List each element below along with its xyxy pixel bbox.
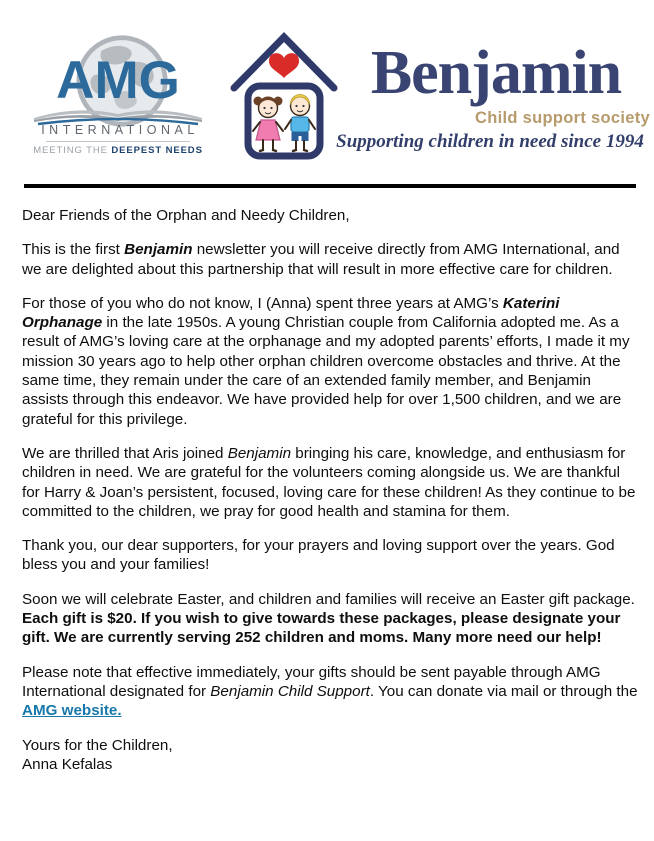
boy-figure — [285, 95, 315, 152]
text-segment: Each gift is $20. If you wish to give towards these packages, please designate your gift. We are currently serving 252 children and moms. Many more need our help! — [22, 610, 621, 647]
amg-logo-international: INTERNATIONAL — [41, 123, 199, 137]
amg-logo-rule — [46, 141, 190, 142]
letter-body — [22, 206, 638, 789]
paragraph — [22, 536, 638, 575]
amg-logo-name: AMG — [56, 51, 180, 110]
house-children-icon — [227, 28, 341, 162]
benjamin-logo — [336, 39, 652, 160]
paragraph — [22, 590, 638, 648]
text-segment: Yours for the Children, — [22, 736, 173, 754]
girl-figure — [253, 97, 283, 152]
text-segment: Soon we will celebrate Easter, and children and families will receive an Easter gift package. — [22, 590, 635, 608]
paragraph — [22, 736, 638, 775]
text-segment: Please note that effective immediately, your gifts should be sent payable through AMG International designated for — [22, 663, 601, 700]
paragraph — [22, 444, 638, 521]
text-segment: We are thrilled that Aris joined — [22, 444, 228, 462]
text-segment: in the late 1950s. A young Christian couple from California adopted me. As a result of AMG’s loving care at the orphanage and my adopted parents’ efforts, I made it my mission 30 years ago to help other orphan children overcome obstacles and thrive. At the same time, they remain under the care of an extended family member, and Benjamin assists through this endeavor. We have provided help for over 1,500 children, and we are grateful for this privilege. — [22, 314, 630, 428]
amg-logo — [32, 30, 204, 158]
paragraph — [22, 206, 638, 225]
text-segment: Dear Friends of the Orphan and Needy Children, — [22, 207, 350, 224]
text-segment: Benjamin Child Support — [210, 682, 370, 700]
text-segment: Katerini Orphanage — [22, 294, 560, 332]
header-divider — [24, 184, 636, 188]
text-segment: Benjamin — [227, 444, 292, 462]
benjamin-logo-subtitle: Child support society — [475, 109, 650, 127]
text-segment: bringing his care, knowledge, and enthusiasm for children in need. We are grateful for the volunteers coming alongside us. We are thankful for Harry & Joan’s persistent, focused, loving care for these children! As they continue to be committed to the children, we pray for good health and stamina for them. — [22, 444, 636, 520]
amg-website-link[interactable]: AMG website. — [22, 702, 122, 720]
header — [0, 0, 654, 184]
text-segment: This is the first — [22, 241, 125, 259]
benjamin-logo-tagline: Supporting children in need since 1994 — [336, 131, 644, 152]
text-segment: For those of you who do not know, I (Anna) spent three years at AMG’s — [22, 294, 503, 312]
paragraph — [22, 663, 638, 721]
paragraph — [22, 240, 638, 279]
benjamin-logo-name: Benjamin — [370, 39, 622, 107]
text-segment: . You can donate via mail or through the — [369, 682, 638, 700]
text-segment: Anna Kefalas — [22, 755, 113, 773]
paragraph — [22, 294, 638, 429]
text-segment: Thank you, our dear supporters, for your prayers and loving support over the years. God bless you and your families! — [22, 537, 615, 574]
amg-tagline-bold: DEEPEST NEEDS — [111, 145, 203, 156]
text-segment: newsletter you will receive directly from AMG International, and we are delighted about this partnership that will result in more effective care for children. — [22, 241, 620, 278]
text-segment: Benjamin — [124, 241, 193, 259]
amg-logo-tagline — [32, 145, 204, 156]
amg-tagline-light: MEETING THE — [33, 145, 108, 156]
